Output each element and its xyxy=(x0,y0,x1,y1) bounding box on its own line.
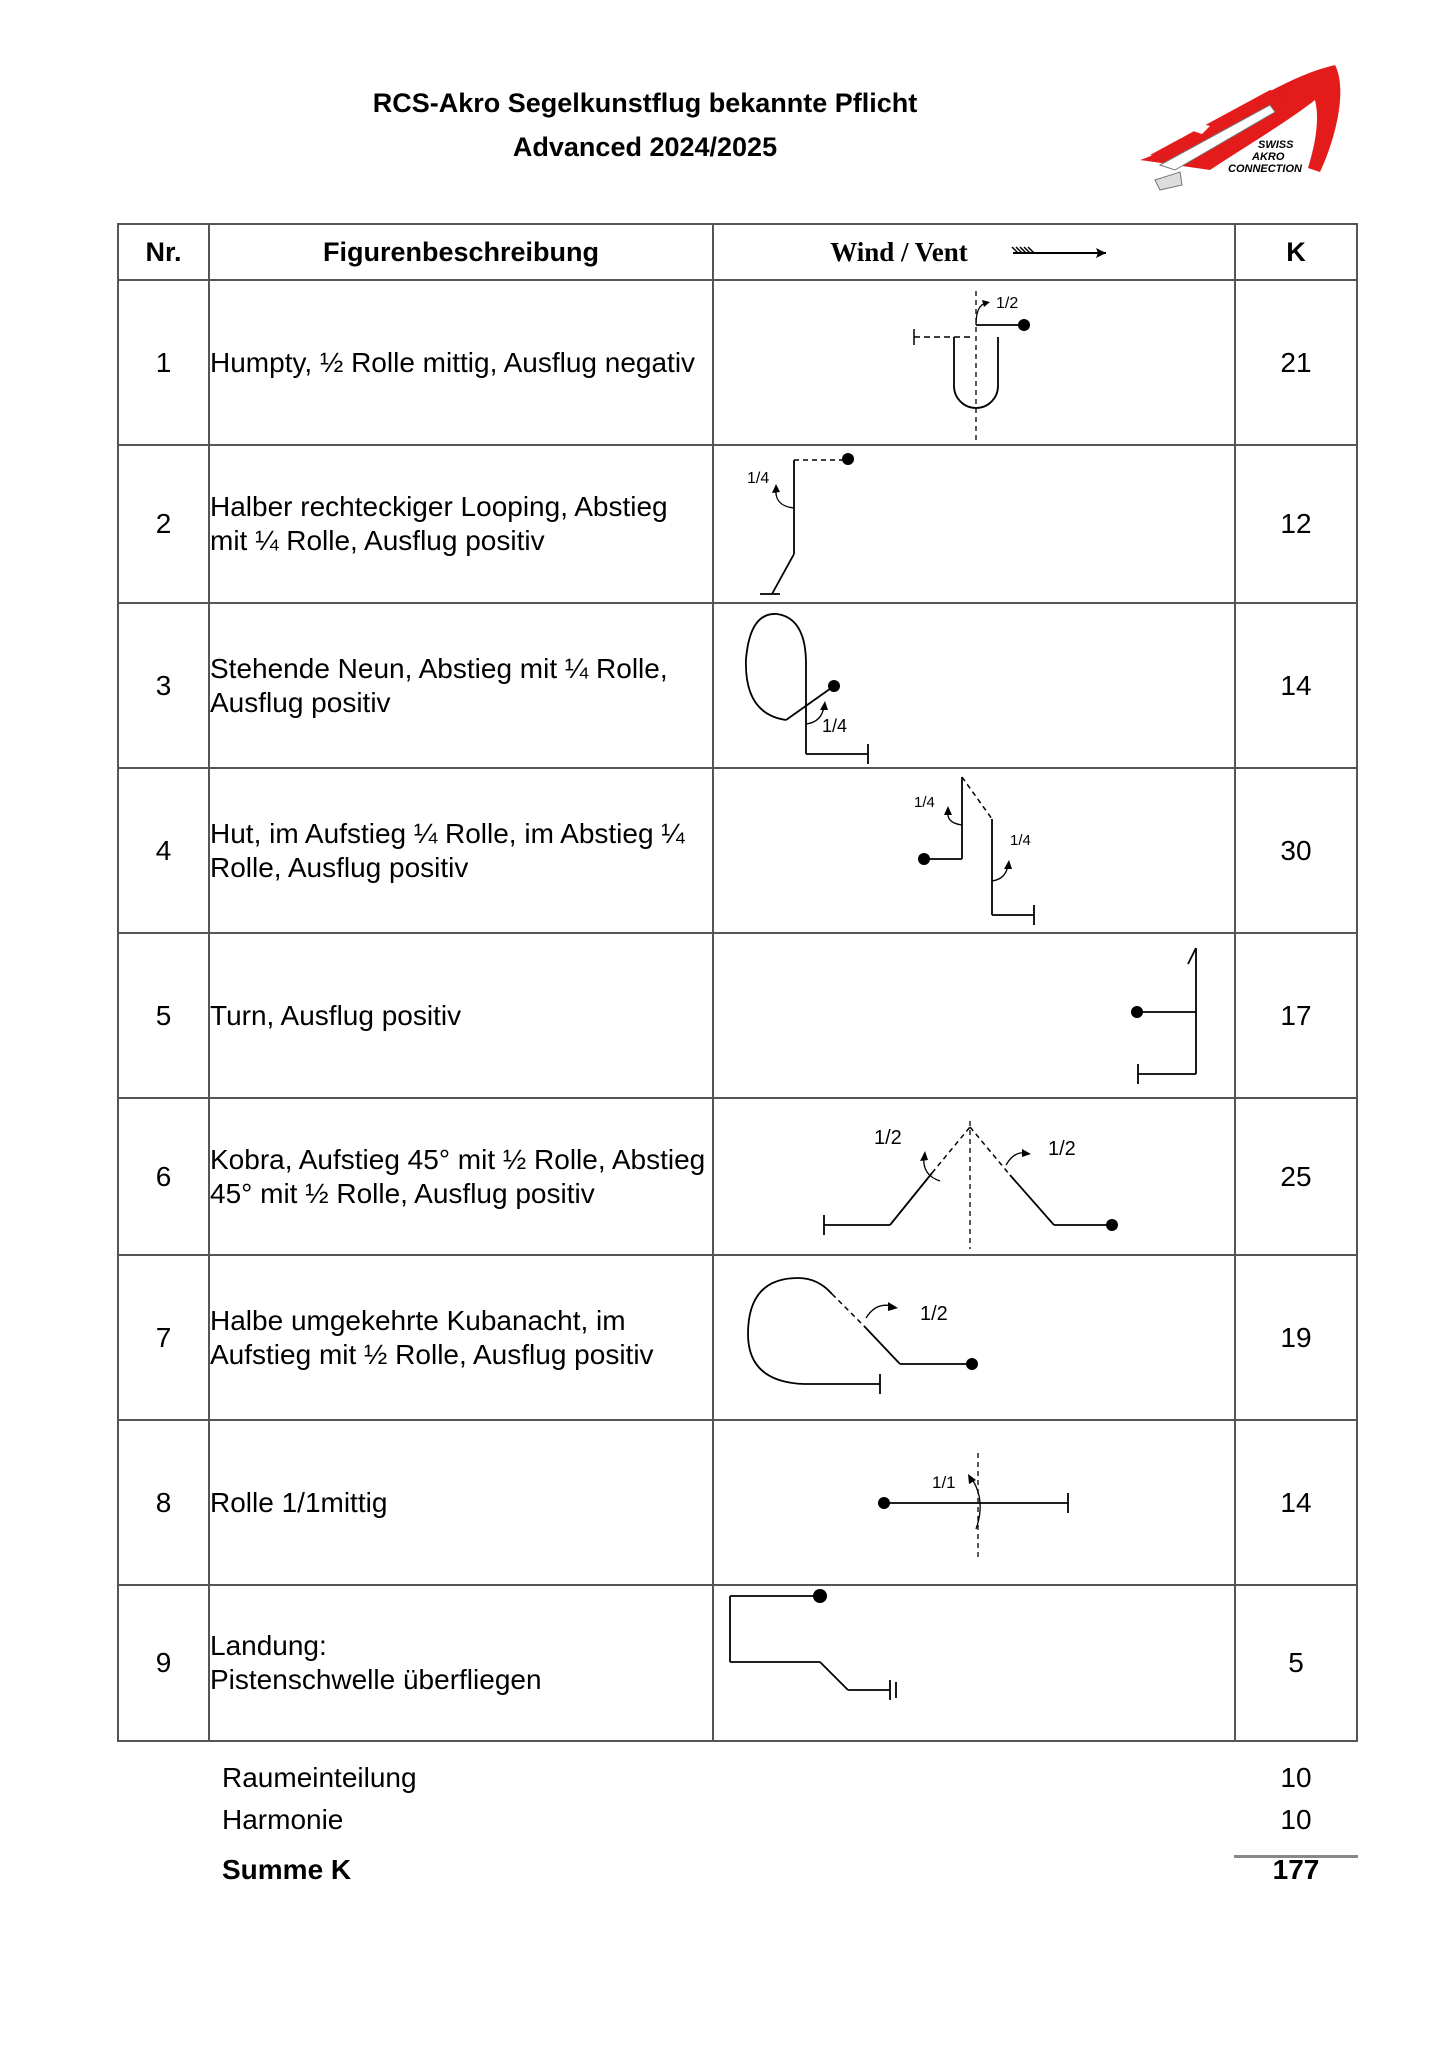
row-nr: 4 xyxy=(118,768,209,933)
header-wind-label: Wind / Vent xyxy=(830,236,968,267)
table-row xyxy=(118,445,1357,603)
swiss-akro-connection-logo xyxy=(1120,60,1350,200)
figure-1-label: 1/2 xyxy=(996,295,1019,312)
table-row xyxy=(118,1098,1357,1255)
harmonie-value: 10 xyxy=(1280,1804,1312,1835)
figure-4-diagram xyxy=(714,769,1236,934)
figure-2-diagram xyxy=(714,446,1236,604)
row-k: 5 xyxy=(1235,1585,1357,1741)
row-description: Kobra, Aufstieg 45° mit ½ Rolle, Abstieg 45° mit ½ Rolle, Ausflug positiv xyxy=(209,1098,713,1255)
row-k: 14 xyxy=(1235,1420,1357,1585)
table-header-row xyxy=(118,224,1357,280)
row-description: Turn, Ausflug positiv xyxy=(209,933,713,1098)
table-row xyxy=(118,1585,1357,1741)
figure-cell xyxy=(713,603,1235,768)
table-row xyxy=(118,1255,1357,1420)
figure-7-diagram xyxy=(714,1256,1236,1421)
row-description xyxy=(209,1585,713,1741)
row-description: Hut, im Aufstieg ¼ Rolle, im Abstieg ¼ Rolle, Ausflug positiv xyxy=(209,768,713,933)
row-description: Humpty, ½ Rolle mittig, Ausflug negativ xyxy=(209,280,713,445)
header-wind xyxy=(713,224,1235,280)
figure-9-diagram xyxy=(714,1586,1236,1742)
row-k: 21 xyxy=(1235,280,1357,445)
row-nr: 8 xyxy=(118,1420,209,1585)
figure-2-label: 1/4 xyxy=(747,470,770,487)
row-description: Rolle 1/1mittig xyxy=(209,1420,713,1585)
figure-4-label-up: 1/4 xyxy=(914,794,935,811)
logo-text-akro: AKRO xyxy=(1252,151,1285,163)
row-nr: 6 xyxy=(118,1098,209,1255)
row-nr: 7 xyxy=(118,1255,209,1420)
row-nr: 2 xyxy=(118,445,209,603)
table-row xyxy=(118,1420,1357,1585)
figure-6-diagram xyxy=(714,1099,1236,1256)
wind-arrow-icon xyxy=(1008,244,1118,260)
raumeinteilung-label: Raumeinteilung xyxy=(222,1762,417,1793)
row-nr: 1 xyxy=(118,280,209,445)
row-k: 19 xyxy=(1235,1255,1357,1420)
row-k: 30 xyxy=(1235,768,1357,933)
summe-k-value: 177 xyxy=(1272,1854,1320,1885)
figure-cell xyxy=(713,280,1235,445)
row-k: 12 xyxy=(1235,445,1357,603)
raumeinteilung-value: 10 xyxy=(1280,1762,1312,1793)
row-description: Stehende Neun, Abstieg mit ¼ Rolle, Ausflug positiv xyxy=(209,603,713,768)
figure-8-label: 1/1 xyxy=(932,1473,956,1492)
row-k: 25 xyxy=(1235,1098,1357,1255)
figure-cell xyxy=(713,1420,1235,1585)
figure-6-label-up: 1/2 xyxy=(874,1127,902,1149)
header-k: K xyxy=(1235,224,1357,280)
figure-cell xyxy=(713,768,1235,933)
table-row xyxy=(118,933,1357,1098)
harmonie-label: Harmonie xyxy=(222,1804,344,1835)
figure-7-label: 1/2 xyxy=(920,1303,948,1325)
figure-5-diagram xyxy=(714,934,1236,1099)
figure-cell xyxy=(713,1255,1235,1420)
figure-3-label: 1/4 xyxy=(822,716,848,736)
figure-cell xyxy=(713,933,1235,1098)
row-nr: 5 xyxy=(118,933,209,1098)
page-subtitle: Advanced 2024/2025 xyxy=(512,132,778,162)
row-k: 14 xyxy=(1235,603,1357,768)
table-row xyxy=(118,768,1357,933)
table-row xyxy=(118,603,1357,768)
header-description: Figurenbeschreibung xyxy=(209,224,713,280)
figure-3-diagram xyxy=(714,604,1236,769)
row-description-line2: Pistenschwelle überfliegen xyxy=(210,1664,542,1695)
logo-text-swiss: SWISS xyxy=(1258,139,1294,151)
figure-6-label-down: 1/2 xyxy=(1048,1138,1076,1160)
figure-8-diagram xyxy=(714,1421,1236,1586)
figure-cell xyxy=(713,1098,1235,1255)
figures-table xyxy=(117,223,1358,1742)
row-description: Halber rechteckiger Looping, Abstieg mit ¼ Rolle, Ausflug positiv xyxy=(209,445,713,603)
figure-cell xyxy=(713,445,1235,603)
figure-4-label-down: 1/4 xyxy=(1010,832,1031,849)
table-row xyxy=(118,280,1357,445)
page-title: RCS-Akro Segelkunstflug bekannte Pflicht xyxy=(372,88,918,118)
header-nr: Nr. xyxy=(118,224,209,280)
row-k: 17 xyxy=(1235,933,1357,1098)
row-description: Halbe umgekehrte Kubanacht, im Aufstieg mit ½ Rolle, Ausflug positiv xyxy=(209,1255,713,1420)
figure-cell xyxy=(713,1585,1235,1741)
row-nr: 9 xyxy=(118,1585,209,1741)
logo-text-connection: CONNECTION xyxy=(1228,163,1302,175)
row-description-line1: Landung: xyxy=(210,1630,327,1661)
row-nr: 3 xyxy=(118,603,209,768)
summe-k-label: Summe K xyxy=(222,1854,352,1885)
figure-1-diagram xyxy=(714,281,1236,446)
